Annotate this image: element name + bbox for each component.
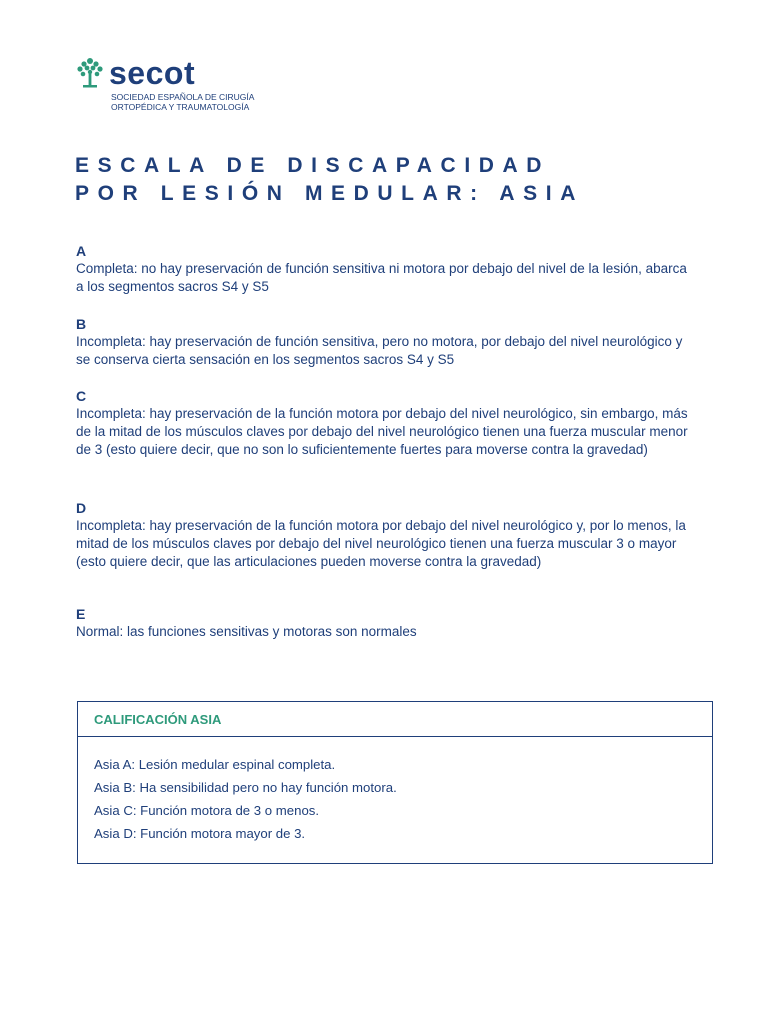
grade-description: Normal: las funciones sensitivas y motoras son normales bbox=[76, 624, 417, 639]
rating-box-header bbox=[78, 702, 712, 737]
grade-letter: A bbox=[76, 243, 87, 259]
grade-c-section bbox=[76, 387, 696, 460]
grade-letter: E bbox=[76, 606, 86, 622]
grade-description: Incompleta: hay preservación de la función motora por debajo del nivel neurológico, sin embargo, más de la mitad de los músculos claves por debajo del nivel neurológico tienen una fuerza muscular menor de 3 (esto quiere decir, que no son lo suficientemente fuertes para moverse contra la gravedad) bbox=[76, 406, 688, 458]
page-title bbox=[75, 152, 584, 208]
logo-subtitle-line1: SOCIEDAD ESPAÑOLA DE CIRUGÍA bbox=[111, 92, 255, 102]
rating-item-asia-b: Asia B: Ha sensibilidad pero no hay función motora. bbox=[94, 780, 397, 795]
grade-description: Incompleta: hay preservación de función sensitiva, pero no motora, por debajo del nivel neurológico y se conserva cierta sensación en los segmentos sacros S4 y S5 bbox=[76, 334, 683, 368]
rating-item-asia-d: Asia D: Función motora mayor de 3. bbox=[94, 826, 306, 841]
secot-logo bbox=[75, 55, 255, 116]
rating-item-asia-c: Asia C: Función motora de 3 o menos. bbox=[94, 803, 320, 818]
grade-a-section bbox=[76, 242, 696, 296]
page-title-line2: POR LESIÓN MEDULAR: ASIA bbox=[75, 182, 584, 205]
logo-subtitle-line2: ORTOPÉDICA Y TRAUMATOLOGÍA bbox=[111, 102, 250, 112]
grade-letter: D bbox=[76, 500, 87, 516]
logo-subtitle bbox=[111, 92, 254, 112]
rating-box bbox=[77, 701, 713, 864]
grade-d-section bbox=[76, 499, 696, 572]
tree-icon bbox=[75, 56, 105, 90]
grade-description: Incompleta: hay preservación de la función motora por debajo del nivel neurológico y, por lo menos, la mitad de los músculos claves por debajo del nivel neurológico tienen una fuerza muscular 3 o mayor (esto quiere decir, que las articulaciones pueden moverse contra la gravedad) bbox=[76, 518, 686, 570]
rating-box-heading: CALIFICACIÓN ASIA bbox=[94, 711, 222, 727]
grade-letter: B bbox=[76, 316, 87, 332]
grade-description: Completa: no hay preservación de función sensitiva ni motora por debajo del nivel de la lesión, abarca a los segmentos sacros S4 y S5 bbox=[76, 261, 687, 295]
page-title-line1: ESCALA DE DISCAPACIDAD bbox=[75, 154, 551, 177]
logo-wordmark: secot bbox=[109, 55, 196, 91]
grade-letter: C bbox=[76, 388, 87, 404]
grade-b-section bbox=[76, 315, 696, 369]
rating-list bbox=[78, 737, 712, 845]
rating-item-asia-a: Asia A: Lesión medular espinal completa. bbox=[94, 757, 336, 772]
grade-e-section bbox=[76, 605, 696, 641]
